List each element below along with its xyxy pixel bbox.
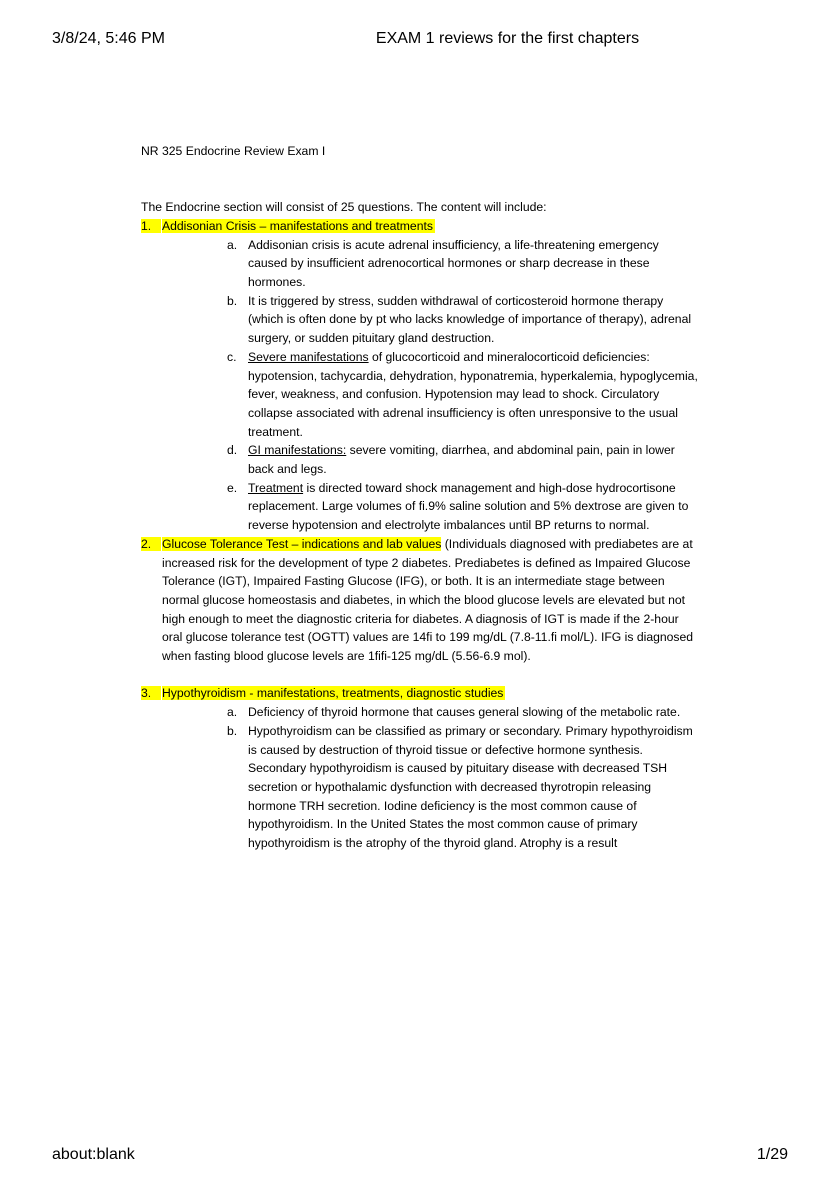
- print-date: 3/8/24, 5:46 PM: [52, 30, 165, 47]
- section-number: 2.: [141, 537, 161, 551]
- list-item: b. Hypothyroidism can be classified as primary or secondary. Primary hypothyroidism is caused by destruction of thyroid tissue or defective hormone synthesis. Secondary hypothyroidism is caused by pituitary disease with decreased TSH secretion or hypothalamic dysfunction with decreased thyrotropin releasing hormone TRH secretion. Iodine deficiency is the most common cause of hypothyroidism. In the United States the most common cause of primary hypothyroidism is the atrophy of the thyroid gland. Atrophy is a result: [227, 723, 693, 851]
- print-title: EXAM 1 reviews for the first chapters: [375, 30, 640, 47]
- print-url: about:blank: [52, 1146, 135, 1163]
- list-item: c. Severe manifestations of glucocorticoid and mineralocorticoid deficiencies: hypotension, tachycardia, dehydration, hyponatremia, hyperkalemia, hypoglycemia, fever, weakness, and confusion. Hypotension may lead to shock. Circulatory collapse associated with adrenal insufficiency is often unresponsive to the usual treatment.: [227, 349, 698, 439]
- intro-text: The Endocrine section will consist of 25 questions. The content will include:: [141, 200, 547, 215]
- section-glucose-tolerance-test: [141, 535, 701, 666]
- list-item: a. Addisonian crisis is acute adrenal insufficiency, a life-threatening emergency caused by insufficient adrenocortical hormones or sharp decrease in these hormones.: [227, 237, 659, 290]
- section-hypothyroidism: [141, 684, 701, 852]
- section-addisonian-crisis: [141, 217, 701, 535]
- underlined-term: GI manifestations:: [248, 443, 347, 458]
- list-item: a. Deficiency of thyroid hormone that causes general slowing of the metabolic rate.: [227, 705, 681, 720]
- underlined-term: Severe manifestations: [248, 349, 369, 364]
- underlined-term: Treatment: [248, 480, 304, 495]
- document-title: NR 325 Endocrine Review Exam I: [141, 144, 326, 158]
- section-heading: Addisonian Crisis – manifestations and treatments: [162, 218, 433, 233]
- document-body: [141, 142, 701, 853]
- section-heading: Hypothyroidism - manifestations, treatments, diagnostic studies: [162, 686, 504, 701]
- section-number: 3.: [141, 686, 161, 700]
- section-text: (Individuals diagnosed with prediabetes are at increased risk for the development of type 2 diabetes. Prediabetes is defined as Impaired Glucose Tolerance (IGT), Impaired Fasting Glucose (IFG), or both. It is an intermediate stage between normal glucose homeostasis and diabetes, in which the blood glucose levels are elevated but not high enough to meet the diagnostic criteria for diabetes. A diagnosis of IGT is made if the 2-hour oral glucose tolerance test (OGTT) values are 14fi to 199 mg/dL (7.8-11.fi mol/L). IFG is diagnosed when fasting blood glucose levels are 1fifi-125 mg/dL (5.56-6.9 mol).: [162, 536, 694, 664]
- list-item: b. It is triggered by stress, sudden withdrawal of corticosteroid hormone therapy (which is often done by pt who lacks knowledge of importance of therapy), adrenal surgery, or sudden pituitary gland destruction.: [227, 293, 692, 346]
- list-item: d. GI manifestations: severe vomiting, diarrhea, and abdominal pain, pain in lower back and legs.: [227, 443, 675, 477]
- section-heading: Glucose Tolerance Test – indications and lab values: [162, 536, 442, 551]
- section-number: 1.: [141, 219, 161, 233]
- page-number: 1/29: [756, 1146, 788, 1163]
- list-item: e. Treatment is directed toward shock management and high-dose hydrocortisone replacement. Large volumes of fi.9% saline solution and 5% dextrose are given to reverse hypotension and electrolyte imbalances until BP returns to normal.: [227, 480, 689, 533]
